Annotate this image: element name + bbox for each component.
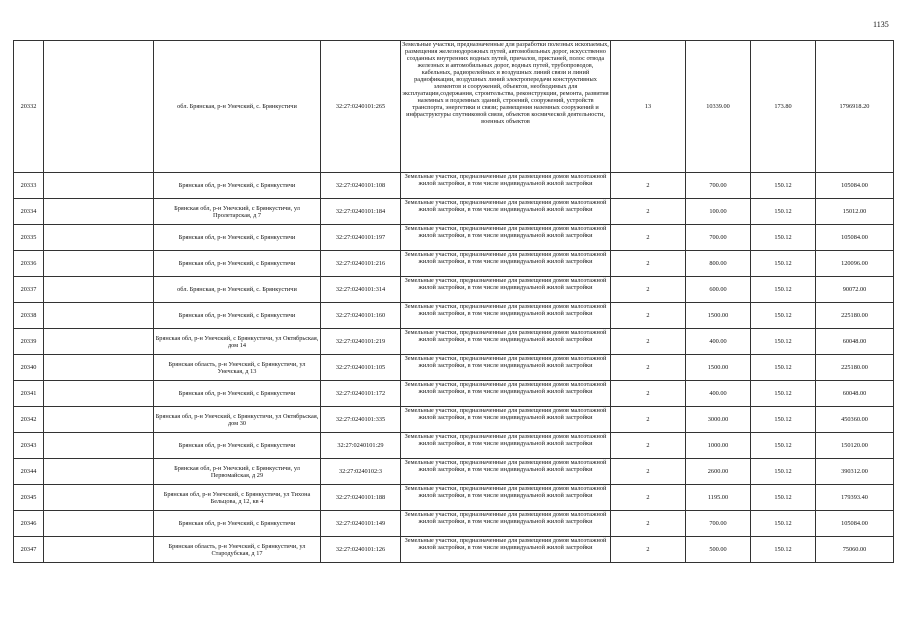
specific-value-cell: 150.12 bbox=[751, 225, 816, 251]
cadastral-value-cell: 60048.00 bbox=[816, 381, 894, 407]
table-body bbox=[14, 41, 894, 563]
cadastral-value-cell: 450360.00 bbox=[816, 407, 894, 433]
row-number-cell: 20343 bbox=[14, 433, 44, 459]
address-cell: Брянская обл, р-н Унечский, с Брянкустичи bbox=[154, 381, 321, 407]
area-cell: 400.00 bbox=[686, 381, 751, 407]
row-number-cell: 20344 bbox=[14, 459, 44, 485]
area-cell: 800.00 bbox=[686, 251, 751, 277]
cadastral-value-cell: 1796918.20 bbox=[816, 41, 894, 173]
table-row bbox=[14, 407, 894, 433]
cadastral-number-cell: 32:27:0240101:265 bbox=[321, 41, 401, 173]
specific-value-cell: 150.12 bbox=[751, 381, 816, 407]
table-row bbox=[14, 277, 894, 303]
address-cell: Брянская обл, р-н Унечский, с Брянкустичи, ул Октябрьская, дом 14 bbox=[154, 329, 321, 355]
row-number-cell: 20346 bbox=[14, 511, 44, 537]
group-number-cell: 2 bbox=[611, 251, 686, 277]
specific-value-cell: 150.12 bbox=[751, 173, 816, 199]
table-row bbox=[14, 173, 894, 199]
table-row bbox=[14, 459, 894, 485]
area-cell: 700.00 bbox=[686, 173, 751, 199]
empty-cell bbox=[44, 511, 154, 537]
cadastral-number-cell: 32:27:0240101:160 bbox=[321, 303, 401, 329]
land-use-cell: Земельные участки, предназначенные для размещения домов малоэтажной жилой застройки, в том числе индивидуальной жилой застройки bbox=[401, 485, 611, 511]
specific-value-cell: 150.12 bbox=[751, 433, 816, 459]
address-cell: Брянская обл, р-н Унечский, с Брянкустичи, ул Пролетарская, д 7 bbox=[154, 199, 321, 225]
empty-cell bbox=[44, 329, 154, 355]
table-row bbox=[14, 41, 894, 173]
address-cell: Брянская обл, р-н Унечский, с Брянкустичи bbox=[154, 511, 321, 537]
table-row bbox=[14, 511, 894, 537]
land-use-cell: Земельные участки, предназначенные для размещения домов малоэтажной жилой застройки, в том числе индивидуальной жилой застройки bbox=[401, 537, 611, 563]
cadastral-number-cell: 32:27:0240101:29 bbox=[321, 433, 401, 459]
area-cell: 700.00 bbox=[686, 511, 751, 537]
cadastral-number-cell: 32:27:0240102:3 bbox=[321, 459, 401, 485]
area-cell: 1500.00 bbox=[686, 355, 751, 381]
empty-cell bbox=[44, 381, 154, 407]
table-row bbox=[14, 381, 894, 407]
empty-cell bbox=[44, 433, 154, 459]
table-row bbox=[14, 225, 894, 251]
area-cell: 1195.00 bbox=[686, 485, 751, 511]
specific-value-cell: 150.12 bbox=[751, 199, 816, 225]
cadastral-number-cell: 32:27:0240101:219 bbox=[321, 329, 401, 355]
cadastral-value-cell: 90072.00 bbox=[816, 277, 894, 303]
group-number-cell: 2 bbox=[611, 277, 686, 303]
land-use-cell: Земельные участки, предназначенные для размещения домов малоэтажной жилой застройки, в том числе индивидуальной жилой застройки bbox=[401, 329, 611, 355]
group-number-cell: 2 bbox=[611, 433, 686, 459]
land-use-cell: Земельные участки, предназначенные для размещения домов малоэтажной жилой застройки, в том числе индивидуальной жилой застройки bbox=[401, 303, 611, 329]
address-cell: Брянская обл, р-н Унечский, с Брянкустичи bbox=[154, 173, 321, 199]
land-use-cell: Земельные участки, предназначенные для размещения домов малоэтажной жилой застройки, в том числе индивидуальной жилой застройки bbox=[401, 199, 611, 225]
land-use-cell: Земельные участки, предназначенные для размещения домов малоэтажной жилой застройки, в том числе индивидуальной жилой застройки bbox=[401, 225, 611, 251]
cadastral-value-cell: 390312.00 bbox=[816, 459, 894, 485]
row-number-cell: 20341 bbox=[14, 381, 44, 407]
row-number-cell: 20334 bbox=[14, 199, 44, 225]
empty-cell bbox=[44, 277, 154, 303]
cadastral-value-cell: 105084.00 bbox=[816, 225, 894, 251]
land-use-cell: Земельные участки, предназначенные для разработки полезных ископаемых, размещения железнодорожных путей, автомобильных дорог, искусственно созданных внутренних водных путей, причалов, пристаней, полос отвода железных и автомобильных дорог, водных путей, трубопроводов, кабельных, радиорелейных и воздушных линий связи и линий радиофикации, воздушных линий электропередачи конструктивных элементов и сооружений, объектов, необходимых для эксплуатации,содержания, строительства, реконструкции, ремонта, развития наземных и подземных зданий, строений, сооружений, устройств транспорта, энергетики и связи; размещения наземных сооружений и инфраструктуры спутниковой связи, объектов космической деятельности, военных объектов bbox=[401, 41, 611, 173]
empty-cell bbox=[44, 355, 154, 381]
row-number-cell: 20339 bbox=[14, 329, 44, 355]
cadastral-number-cell: 32:27:0240101:149 bbox=[321, 511, 401, 537]
row-number-cell: 20342 bbox=[14, 407, 44, 433]
group-number-cell: 2 bbox=[611, 173, 686, 199]
row-number-cell: 20333 bbox=[14, 173, 44, 199]
group-number-cell: 2 bbox=[611, 199, 686, 225]
table-row bbox=[14, 433, 894, 459]
cadastral-number-cell: 32:27:0240101:188 bbox=[321, 485, 401, 511]
address-cell: Брянская обл, р-н Унечский, с Брянкустичи, ул Октябрьская, дом 30 bbox=[154, 407, 321, 433]
land-use-cell: Земельные участки, предназначенные для размещения домов малоэтажной жилой застройки, в том числе индивидуальной жилой застройки bbox=[401, 459, 611, 485]
land-use-cell: Земельные участки, предназначенные для размещения домов малоэтажной жилой застройки, в том числе индивидуальной жилой застройки bbox=[401, 407, 611, 433]
area-cell: 500.00 bbox=[686, 537, 751, 563]
table-row bbox=[14, 199, 894, 225]
group-number-cell: 2 bbox=[611, 511, 686, 537]
area-cell: 400.00 bbox=[686, 329, 751, 355]
empty-cell bbox=[44, 303, 154, 329]
area-cell: 100.00 bbox=[686, 199, 751, 225]
address-cell: Брянская обл, р-н Унечский, с Брянкустичи bbox=[154, 303, 321, 329]
table-row bbox=[14, 485, 894, 511]
specific-value-cell: 150.12 bbox=[751, 251, 816, 277]
specific-value-cell: 150.12 bbox=[751, 485, 816, 511]
cadastral-value-cell: 225180.00 bbox=[816, 303, 894, 329]
area-cell: 1500.00 bbox=[686, 303, 751, 329]
address-cell: Брянская обл, р-н Унечский, с Брянкустичи bbox=[154, 251, 321, 277]
area-cell: 700.00 bbox=[686, 225, 751, 251]
land-use-cell: Земельные участки, предназначенные для размещения домов малоэтажной жилой застройки, в том числе индивидуальной жилой застройки bbox=[401, 173, 611, 199]
land-use-cell: Земельные участки, предназначенные для размещения домов малоэтажной жилой застройки, в том числе индивидуальной жилой застройки bbox=[401, 433, 611, 459]
specific-value-cell: 150.12 bbox=[751, 277, 816, 303]
address-cell: Брянская обл, р-н Унечский, с Брянкустичи, ул Первомайская, д 29 bbox=[154, 459, 321, 485]
table-row bbox=[14, 355, 894, 381]
address-cell: обл. Брянская, р-н Унечский, с. Брянкустичи bbox=[154, 41, 321, 173]
specific-value-cell: 150.12 bbox=[751, 407, 816, 433]
cadastral-number-cell: 32:27:0240101:126 bbox=[321, 537, 401, 563]
empty-cell bbox=[44, 41, 154, 173]
cadastral-value-cell: 75060.00 bbox=[816, 537, 894, 563]
cadastral-number-cell: 32:27:0240101:216 bbox=[321, 251, 401, 277]
specific-value-cell: 173.80 bbox=[751, 41, 816, 173]
area-cell: 600.00 bbox=[686, 277, 751, 303]
row-number-cell: 20338 bbox=[14, 303, 44, 329]
empty-cell bbox=[44, 537, 154, 563]
group-number-cell: 2 bbox=[611, 225, 686, 251]
specific-value-cell: 150.12 bbox=[751, 303, 816, 329]
address-cell: Брянская область, р-н Унечский, с Брянкустичи, ул Унечская, д 13 bbox=[154, 355, 321, 381]
table-row bbox=[14, 537, 894, 563]
group-number-cell: 2 bbox=[611, 381, 686, 407]
specific-value-cell: 150.12 bbox=[751, 511, 816, 537]
cadastral-value-cell: 60048.00 bbox=[816, 329, 894, 355]
address-cell: обл. Брянская, р-н Унечский, с. Брянкустичи bbox=[154, 277, 321, 303]
specific-value-cell: 150.12 bbox=[751, 537, 816, 563]
row-number-cell: 20347 bbox=[14, 537, 44, 563]
group-number-cell: 13 bbox=[611, 41, 686, 173]
cadastral-number-cell: 32:27:0240101:184 bbox=[321, 199, 401, 225]
specific-value-cell: 150.12 bbox=[751, 459, 816, 485]
address-cell: Брянская обл, р-н Унечский, с Брянкустичи, ул Тихона Бельцова, д 12, кв 4 bbox=[154, 485, 321, 511]
cadastral-value-table bbox=[13, 40, 894, 563]
empty-cell bbox=[44, 173, 154, 199]
row-number-cell: 20340 bbox=[14, 355, 44, 381]
cadastral-value-cell: 120096.00 bbox=[816, 251, 894, 277]
cadastral-number-cell: 32:27:0240101:108 bbox=[321, 173, 401, 199]
row-number-cell: 20345 bbox=[14, 485, 44, 511]
cadastral-number-cell: 32:27:0240101:335 bbox=[321, 407, 401, 433]
address-cell: Брянская обл, р-н Унечский, с Брянкустичи bbox=[154, 433, 321, 459]
area-cell: 1000.00 bbox=[686, 433, 751, 459]
empty-cell bbox=[44, 225, 154, 251]
empty-cell bbox=[44, 459, 154, 485]
group-number-cell: 2 bbox=[611, 355, 686, 381]
area-cell: 2600.00 bbox=[686, 459, 751, 485]
land-use-cell: Земельные участки, предназначенные для размещения домов малоэтажной жилой застройки, в том числе индивидуальной жилой застройки bbox=[401, 277, 611, 303]
cadastral-number-cell: 32:27:0240101:314 bbox=[321, 277, 401, 303]
table-row bbox=[14, 251, 894, 277]
cadastral-value-cell: 150120.00 bbox=[816, 433, 894, 459]
cadastral-value-cell: 105084.00 bbox=[816, 173, 894, 199]
specific-value-cell: 150.12 bbox=[751, 355, 816, 381]
cadastral-value-cell: 225180.00 bbox=[816, 355, 894, 381]
group-number-cell: 2 bbox=[611, 485, 686, 511]
land-use-cell: Земельные участки, предназначенные для размещения домов малоэтажной жилой застройки, в том числе индивидуальной жилой застройки bbox=[401, 251, 611, 277]
specific-value-cell: 150.12 bbox=[751, 329, 816, 355]
cadastral-value-cell: 105084.00 bbox=[816, 511, 894, 537]
row-number-cell: 20337 bbox=[14, 277, 44, 303]
empty-cell bbox=[44, 485, 154, 511]
group-number-cell: 2 bbox=[611, 537, 686, 563]
table-row bbox=[14, 329, 894, 355]
table-row bbox=[14, 303, 894, 329]
empty-cell bbox=[44, 199, 154, 225]
cadastral-value-cell: 15012.00 bbox=[816, 199, 894, 225]
group-number-cell: 2 bbox=[611, 303, 686, 329]
group-number-cell: 2 bbox=[611, 459, 686, 485]
land-use-cell: Земельные участки, предназначенные для размещения домов малоэтажной жилой застройки, в том числе индивидуальной жилой застройки bbox=[401, 511, 611, 537]
empty-cell bbox=[44, 251, 154, 277]
empty-cell bbox=[44, 407, 154, 433]
cadastral-value-cell: 179393.40 bbox=[816, 485, 894, 511]
address-cell: Брянская обл, р-н Унечский, с Брянкустичи bbox=[154, 225, 321, 251]
cadastral-number-cell: 32:27:0240101:105 bbox=[321, 355, 401, 381]
land-use-cell: Земельные участки, предназначенные для размещения домов малоэтажной жилой застройки, в том числе индивидуальной жилой застройки bbox=[401, 355, 611, 381]
land-use-cell: Земельные участки, предназначенные для размещения домов малоэтажной жилой застройки, в том числе индивидуальной жилой застройки bbox=[401, 381, 611, 407]
page-number: 1135 bbox=[873, 20, 889, 29]
cadastral-number-cell: 32:27:0240101:172 bbox=[321, 381, 401, 407]
area-cell: 3000.00 bbox=[686, 407, 751, 433]
group-number-cell: 2 bbox=[611, 407, 686, 433]
group-number-cell: 2 bbox=[611, 329, 686, 355]
row-number-cell: 20332 bbox=[14, 41, 44, 173]
area-cell: 10339.00 bbox=[686, 41, 751, 173]
row-number-cell: 20335 bbox=[14, 225, 44, 251]
address-cell: Брянская область, р-н Унечский, с Брянкустичи, ул Стародубская, д 17 bbox=[154, 537, 321, 563]
cadastral-number-cell: 32:27:0240101:197 bbox=[321, 225, 401, 251]
row-number-cell: 20336 bbox=[14, 251, 44, 277]
